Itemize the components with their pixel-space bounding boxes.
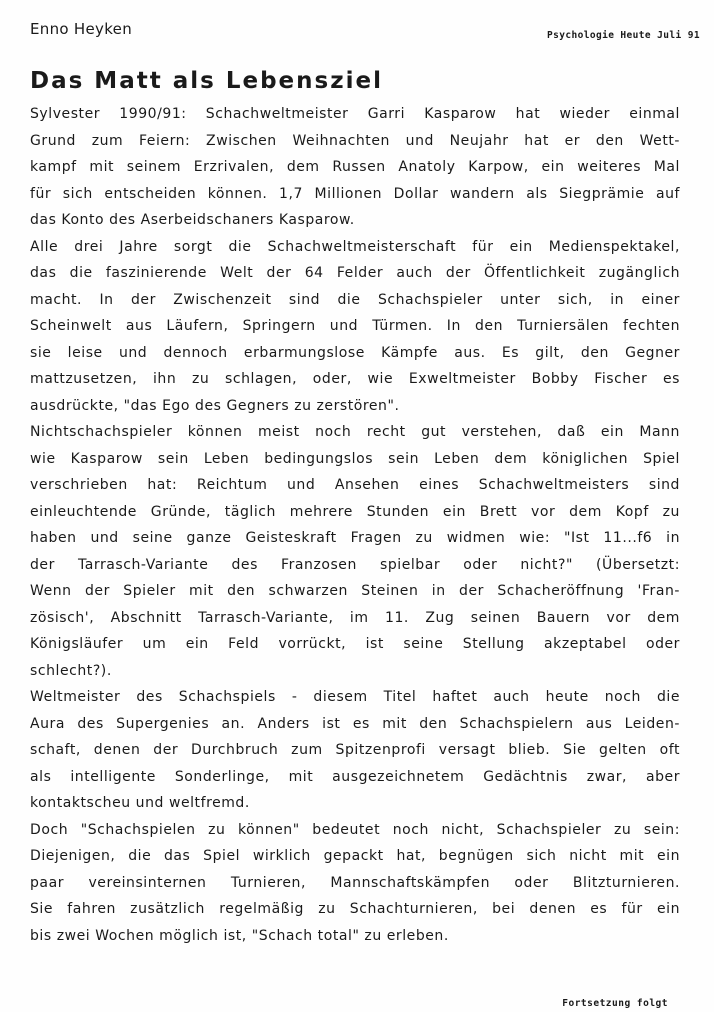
text-line: wie Kasparow sein Leben bedingungslos sein Leben dem königlichen Spiel: [30, 450, 680, 467]
text-line: Alle drei Jahre sorgt die Schachweltmeisterschaft für ein Medienspektakel,: [30, 238, 680, 255]
text-line: verschrieben hat: Reichtum und Ansehen eines Schachweltmeisters sind: [30, 477, 680, 493]
text-line: kampf mit seinem Erzrivalen, dem Russen Anatoly Karpow, ein weiteres Mal: [30, 159, 680, 175]
text-line: als intelligente Sonderlinge, mit ausgezeichnetem Gedächtnis zwar, aber: [30, 768, 680, 785]
text-line: mattzusetzen, ihn zu schlagen, oder, wie Exweltmeister Bobby Fischer es: [30, 371, 680, 387]
text-line: Doch "Schachspielen zu können" bedeutet noch nicht, Schachspieler zu sein:: [30, 821, 680, 838]
text-line: Sie fahren zusätzlich regelmäßig zu Schachturnieren, bei denen es für ein: [30, 901, 680, 917]
text-line: das Konto des Aserbeidschaners Kasparow.: [30, 212, 355, 228]
publication-source: Psychologie Heute Juli 91: [547, 30, 700, 41]
text-line: für sich entscheiden können. 1,7 Millionen Dollar wandern als Siegprämie auf: [30, 185, 680, 202]
text-line: einleuchtende Gründe, täglich mehrere Stunden ein Brett vor dem Kopf zu: [30, 503, 680, 520]
text-line: sie leise und dennoch erbarmungslose Kämpfe aus. Es gilt, den Gegner: [30, 344, 680, 361]
article-title: Das Matt als Lebensziel: [30, 68, 383, 94]
text-line: haben und seine ganze Geisteskraft Fragen zu widmen wie: "Ist 11...f6 in: [30, 530, 680, 546]
text-line: Aura des Supergenies an. Anders ist es mit den Schachspielern aus Leiden-: [30, 715, 680, 732]
text-line: Grund zum Feiern: Zwischen Weihnachten und Neujahr hat er den Wett-: [30, 132, 680, 149]
paragraph: [30, 101, 680, 234]
text-line: paar vereinsinternen Turnieren, Mannschaftskämpfen oder Blitzturnieren.: [30, 874, 680, 891]
text-line: ausdrückte, "das Ego des Gegners zu zerstören".: [30, 397, 400, 414]
paragraph: [30, 234, 680, 420]
paragraph: [30, 817, 680, 950]
author-name: Enno Heyken: [30, 20, 133, 38]
text-line: Sylvester 1990/91: Schachweltmeister Garri Kasparow hat wieder einmal: [30, 106, 680, 122]
text-line: schlecht?).: [30, 662, 112, 679]
text-line: Scheinwelt aus Läufern, Springern und Türmen. In den Turniersälen fechten: [30, 318, 680, 334]
text-line: schaft, denen der Durchbruch zum Spitzenprofi versagt blieb. Sie gelten oft: [30, 742, 680, 758]
text-line: macht. In der Zwischenzeit sind die Schachspieler unter sich, in einer: [30, 291, 680, 308]
text-line: das die faszinierende Welt der 64 Felder auch der Öffentlichkeit zugänglich: [30, 265, 680, 281]
paragraph: [30, 419, 680, 684]
text-line: Königsläufer um ein Feld vorrückt, ist seine Stellung akzeptabel oder: [30, 636, 680, 652]
text-line: bis zwei Wochen möglich ist, "Schach total" zu erleben.: [30, 927, 449, 944]
text-line: Wenn der Spieler mit den schwarzen Steinen in der Schacheröffnung 'Fran-: [30, 583, 680, 599]
article-body: [30, 101, 680, 949]
text-line: Diejenigen, die das Spiel wirklich gepackt hat, begnügen sich nicht mit ein: [30, 848, 680, 864]
text-line: kontaktscheu und weltfremd.: [30, 795, 250, 811]
paragraph: [30, 684, 680, 817]
text-line: Nichtschachspieler können meist noch recht gut verstehen, daß ein Mann: [30, 424, 680, 440]
text-line: Weltmeister des Schachspiels - diesem Titel haftet auch heute noch die: [30, 689, 680, 705]
continuation-note: Fortsetzung folgt: [562, 998, 668, 1009]
text-line: der Tarrasch-Variante des Franzosen spielbar oder nicht?" (Übersetzt:: [30, 556, 680, 573]
text-line: zösisch', Abschnitt Tarrasch-Variante, im 11. Zug seinen Bauern vor dem: [30, 609, 680, 626]
